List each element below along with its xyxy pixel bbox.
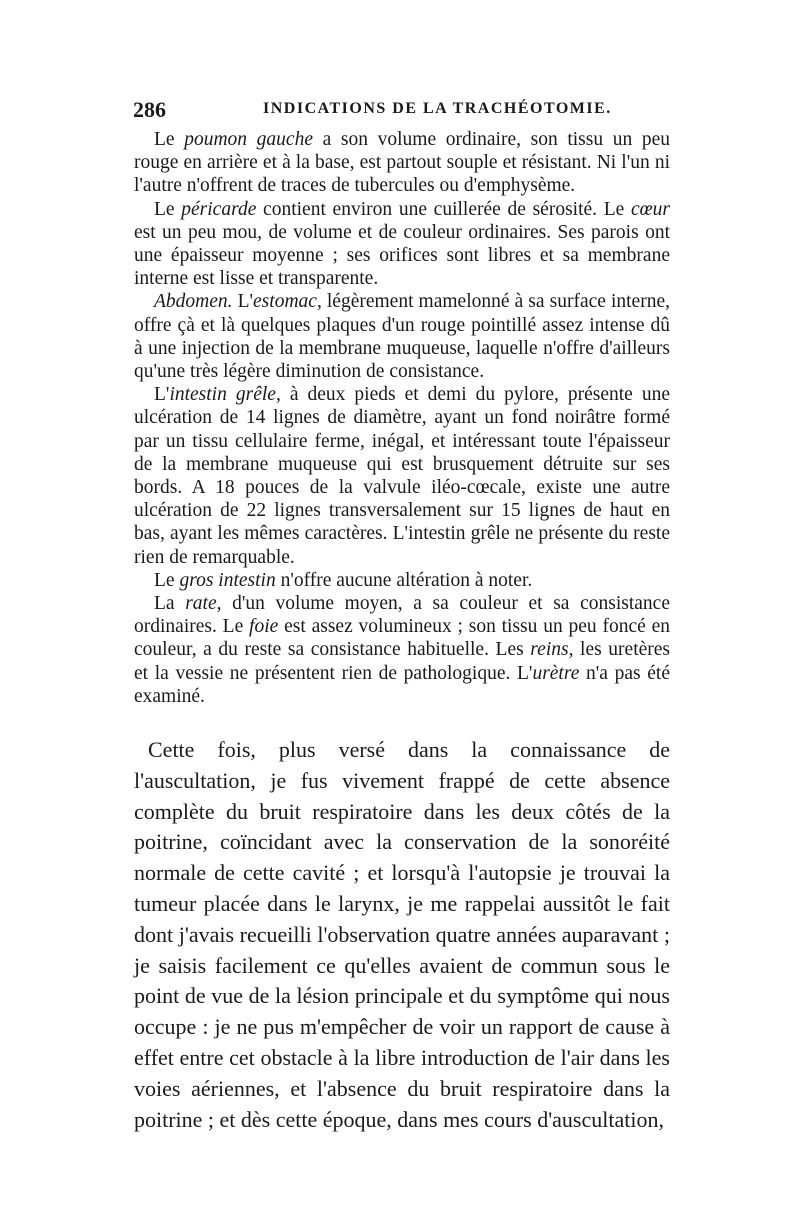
text-run: L' <box>232 291 254 313</box>
autopsy-report-text <box>134 128 670 708</box>
text-run: est un peu mou, de volume et de couleur ordinaires. Ses parois ont une épaisseur moyenne ; ses orifices sont libres et sa membrane interne est lisse et transparente. <box>134 221 670 290</box>
italic-term: poumon gauche <box>184 129 313 150</box>
text-run: L' <box>154 384 170 406</box>
text-run: n'a pas été examiné. <box>134 662 670 707</box>
italic-term: péricarde <box>181 198 257 220</box>
text-run: a son volume ordinaire, son tissu un peu rouge en arrière et à la base, est partout souple et résistant. Ni l'un ni l'autre n'offrent de traces de tubercules ou d'emphysème. <box>134 129 670 197</box>
report-paragraph <box>134 569 670 592</box>
commentary-text <box>134 735 670 1135</box>
italic-term: gros intestin <box>179 569 276 591</box>
page-number: 286 <box>133 97 166 122</box>
text-run: Le <box>154 129 185 150</box>
italic-term: Abdomen. <box>154 291 233 313</box>
italic-term: estomac <box>253 291 317 313</box>
text-run: Le <box>154 569 180 591</box>
commentary-paragraph: Cette fois, plus versé dans la connaissance de l'auscultation, je fus vivement frappé de cette absence complète du bruit respiratoire dans les deux côtés de la poitrine, coïncidant avec la conservation de la sonoréité normale de cette cavité ; et lorsqu'à l'autopsie je trouvai la tumeur placée dans le larynx, je me rappelai aussitôt le fait dont j'avais recueilli l'observation quatre années auparavant ; je saisis facilement ce qu'elles avaient de commun sous le point de vue de la lésion principale et du symptôme qui nous occupe : je ne pus m'empêcher de voir un rapport de cause à effet entre cet obstacle à la libre introduction de l'air dans les voies aériennes, et l'absence du bruit respiratoire dans la poitrine ; et dès cette époque, dans mes cours d'auscultation, <box>134 737 670 1132</box>
text-run: , d'un volume moyen, a sa couleur et sa consistance ordinaires. Le <box>134 593 670 638</box>
italic-term: reins <box>530 639 569 661</box>
italic-term: intestin grêle <box>169 384 276 406</box>
text-run: , légèrement mamelonné à sa surface interne, offre çà et là quelques plaques d'un rouge pointillé assez intense dû à une injection de la membrane muqueuse, laquelle n'offre d'ailleurs qu'une très légère diminution de consistance. <box>134 291 670 383</box>
italic-term: cœur <box>630 198 670 220</box>
report-paragraph <box>134 198 670 291</box>
page-header <box>133 97 677 127</box>
text-run: est assez volumineux ; son tissu un peu foncé en couleur, a du reste sa consistance habituelle. Les <box>134 616 670 661</box>
report-paragraph <box>134 592 670 708</box>
running-title: INDICATIONS DE LA TRACHÉOTOMIE. <box>263 100 612 117</box>
italic-term: urètre <box>532 662 580 684</box>
text-run: Le <box>154 198 182 220</box>
italic-term: rate <box>185 593 217 615</box>
text-run: La <box>154 593 186 615</box>
report-paragraph <box>134 290 670 383</box>
text-run: contient environ une cuillerée de sérosité. Le <box>256 198 631 220</box>
text-run: , à deux pieds et demi du pylore, présente une ulcération de 14 lignes de diamètre, ayant un fond noirâtre formé par un tissu cellulaire ferme, inégal, et intéressant toute l'épaisseur de la membrane muqueuse qui est brusquement détruite sur ses bords. A 18 pouces de la valvule iléo-cœcale, existe une autre ulcération de 22 lignes transversalement sur 15 lignes de haut en bas, ayant les mêmes caractères. L'intestin grêle ne présente du reste rien de remarquable. <box>134 384 670 568</box>
report-paragraph <box>134 383 670 569</box>
text-run: , les uretères et la vessie ne présentent rien de pathologique. L' <box>134 639 671 684</box>
report-paragraph <box>134 128 670 198</box>
text-run: n'offre aucune altération à noter. <box>275 569 533 591</box>
italic-term: foie <box>249 616 279 638</box>
